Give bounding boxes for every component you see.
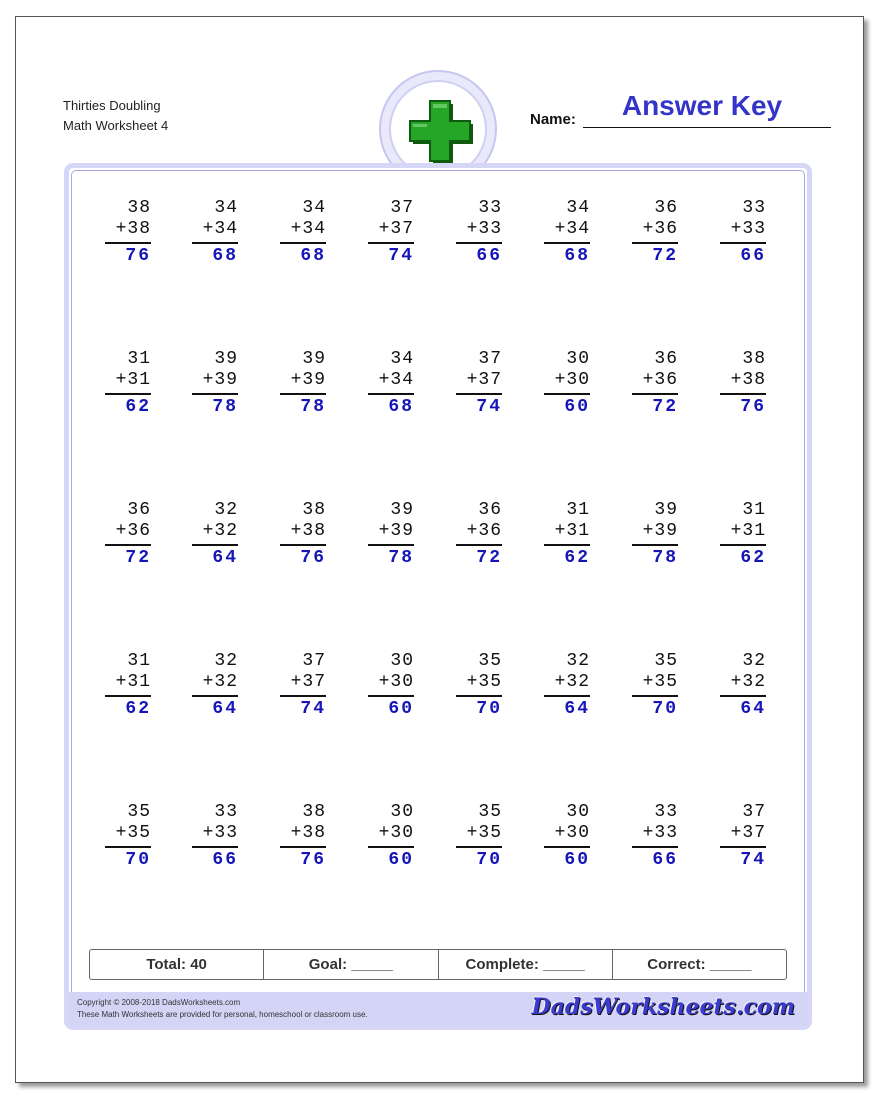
problem-addend: +37	[466, 370, 502, 390]
copyright-text: Copyright © 2008-2018 DadsWorksheets.com	[77, 998, 241, 1007]
problem-top-number: 30	[566, 802, 590, 822]
problem	[720, 651, 766, 720]
problem-rule	[456, 695, 502, 697]
problem-addend: +36	[466, 521, 502, 541]
problem-addend: +31	[115, 370, 151, 390]
problem-top-number: 31	[127, 349, 151, 369]
problem-rule	[544, 242, 590, 244]
problem-top-number: 38	[127, 198, 151, 218]
problem	[105, 349, 151, 418]
problem-addend: +34	[202, 219, 238, 239]
problem-top-number: 35	[478, 802, 502, 822]
problem	[368, 500, 414, 569]
problem-answer: 72	[652, 246, 678, 266]
problem-top-number: 37	[390, 198, 414, 218]
problem-rule	[720, 695, 766, 697]
problem	[632, 651, 678, 720]
problem-answer: 70	[476, 699, 502, 719]
problem-top-number: 36	[654, 349, 678, 369]
problem	[544, 802, 590, 871]
problem-rule	[632, 846, 678, 848]
problem-rule	[280, 242, 326, 244]
problem	[368, 802, 414, 871]
problem-addend: +31	[554, 521, 590, 541]
problem	[280, 651, 326, 720]
problem-rule	[544, 846, 590, 848]
problem	[720, 802, 766, 871]
problem	[105, 651, 151, 720]
copyright-block	[77, 997, 368, 1021]
problem-answer: 62	[564, 548, 590, 568]
problem-top-number: 31	[742, 500, 766, 520]
problem-top-number: 34	[302, 198, 326, 218]
name-label: Name:	[530, 111, 576, 128]
problem-top-number: 38	[302, 802, 326, 822]
problem-rule	[456, 544, 502, 546]
problem-rule	[456, 242, 502, 244]
problem-top-number: 32	[742, 651, 766, 671]
problem	[544, 349, 590, 418]
problem-rule	[456, 393, 502, 395]
problem	[192, 802, 238, 871]
problem	[456, 802, 502, 871]
problem	[544, 500, 590, 569]
problem	[368, 198, 414, 267]
problem-answer: 64	[212, 699, 238, 719]
problem-rule	[280, 846, 326, 848]
problem-answer: 78	[212, 397, 238, 417]
problem-rule	[544, 544, 590, 546]
problem-addend: +34	[290, 219, 326, 239]
problem	[456, 651, 502, 720]
problem-rule	[632, 242, 678, 244]
problem-answer: 60	[388, 699, 414, 719]
problem-rule	[632, 695, 678, 697]
problem-top-number: 34	[390, 349, 414, 369]
problem-answer: 72	[125, 548, 151, 568]
problem-rule	[632, 544, 678, 546]
problem-rule	[105, 544, 151, 546]
problem-top-number: 34	[566, 198, 590, 218]
problem-addend: +38	[730, 370, 766, 390]
problem-top-number: 39	[214, 349, 238, 369]
problem-addend: +39	[202, 370, 238, 390]
usage-notice: These Math Worksheets are provided for personal, homeschool or classroom use.	[77, 1010, 368, 1019]
problem-answer: 64	[740, 699, 766, 719]
problem-answer: 72	[652, 397, 678, 417]
problem	[544, 198, 590, 267]
problem-rule	[280, 393, 326, 395]
title-line-2: Math Worksheet 4	[63, 118, 169, 133]
problem-addend: +30	[378, 672, 414, 692]
problem-answer: 68	[388, 397, 414, 417]
problem-rule	[368, 544, 414, 546]
problem-top-number: 37	[742, 802, 766, 822]
problem-answer: 62	[125, 699, 151, 719]
problem-top-number: 30	[566, 349, 590, 369]
problem-answer: 74	[740, 850, 766, 870]
problem	[280, 198, 326, 267]
problem-addend: +35	[115, 823, 151, 843]
problem-answer: 76	[125, 246, 151, 266]
problem-addend: +39	[378, 521, 414, 541]
problem-top-number: 33	[742, 198, 766, 218]
problem-top-number: 39	[302, 349, 326, 369]
problem-addend: +38	[115, 219, 151, 239]
problem	[456, 500, 502, 569]
problem-answer: 68	[300, 246, 326, 266]
problem-rule	[632, 393, 678, 395]
problem-answer: 76	[300, 850, 326, 870]
problem-answer: 74	[388, 246, 414, 266]
problem-answer: 66	[476, 246, 502, 266]
problem-answer: 74	[476, 397, 502, 417]
problem-addend: +33	[202, 823, 238, 843]
problem-top-number: 35	[654, 651, 678, 671]
problem	[720, 349, 766, 418]
problem-addend: +35	[642, 672, 678, 692]
problem	[632, 198, 678, 267]
problem-addend: +34	[378, 370, 414, 390]
problem-answer: 70	[476, 850, 502, 870]
problem-top-number: 36	[654, 198, 678, 218]
problem-addend: +36	[642, 219, 678, 239]
problem-addend: +36	[115, 521, 151, 541]
problem-answer: 64	[564, 699, 590, 719]
problem-answer: 78	[300, 397, 326, 417]
problem-rule	[456, 846, 502, 848]
problem-addend: +37	[290, 672, 326, 692]
problem-answer: 66	[212, 850, 238, 870]
footer-band	[69, 992, 807, 1025]
problem	[544, 651, 590, 720]
score-total: Total: 40	[90, 950, 264, 979]
problem-rule	[544, 695, 590, 697]
plus-icon	[407, 98, 473, 164]
problem-addend: +32	[730, 672, 766, 692]
problem-rule	[192, 695, 238, 697]
problem-rule	[192, 846, 238, 848]
problem-addend: +31	[115, 672, 151, 692]
problem-top-number: 36	[127, 500, 151, 520]
problem	[632, 349, 678, 418]
problem-answer: 62	[125, 397, 151, 417]
problem	[368, 651, 414, 720]
problem-top-number: 31	[566, 500, 590, 520]
problem-answer: 66	[740, 246, 766, 266]
problem-answer: 64	[212, 548, 238, 568]
problem-top-number: 38	[302, 500, 326, 520]
problem-top-number: 32	[214, 651, 238, 671]
problem-addend: +38	[290, 521, 326, 541]
problem	[368, 349, 414, 418]
problem-addend: +30	[378, 823, 414, 843]
problem	[632, 500, 678, 569]
problem-top-number: 39	[654, 500, 678, 520]
problem-addend: +39	[290, 370, 326, 390]
problem	[720, 198, 766, 267]
site-logo: DadsWorksheets.com	[531, 994, 795, 1020]
problem-addend: +30	[554, 370, 590, 390]
problem-answer: 70	[652, 699, 678, 719]
problem-top-number: 35	[127, 802, 151, 822]
problem	[280, 802, 326, 871]
problem	[456, 198, 502, 267]
problem-top-number: 38	[742, 349, 766, 369]
problem-top-number: 36	[478, 500, 502, 520]
name-line	[583, 127, 831, 128]
problem-answer: 72	[476, 548, 502, 568]
problems-frame-inner	[71, 170, 805, 1023]
problem-rule	[280, 544, 326, 546]
problem-top-number: 33	[654, 802, 678, 822]
problem-top-number: 34	[214, 198, 238, 218]
worksheet-title	[63, 96, 168, 136]
problem	[280, 349, 326, 418]
problem-top-number: 35	[478, 651, 502, 671]
problem-answer: 76	[740, 397, 766, 417]
problem-addend: +37	[378, 219, 414, 239]
problem-addend: +37	[730, 823, 766, 843]
score-complete: Complete: _____	[439, 950, 613, 979]
problem-rule	[544, 393, 590, 395]
problem-rule	[720, 846, 766, 848]
score-goal: Goal: _____	[264, 950, 438, 979]
title-line-1: Thirties Doubling	[63, 98, 161, 113]
problem-rule	[368, 242, 414, 244]
problem-top-number: 37	[478, 349, 502, 369]
problem	[105, 802, 151, 871]
problem-rule	[105, 393, 151, 395]
score-bar	[89, 949, 787, 980]
problem-addend: +36	[642, 370, 678, 390]
problem	[720, 500, 766, 569]
problem	[280, 500, 326, 569]
problem-addend: +33	[466, 219, 502, 239]
problem-top-number: 39	[390, 500, 414, 520]
problem-rule	[105, 846, 151, 848]
problem-answer: 78	[388, 548, 414, 568]
problem-top-number: 30	[390, 651, 414, 671]
problem	[192, 349, 238, 418]
problem-top-number: 33	[214, 802, 238, 822]
problem-rule	[105, 695, 151, 697]
problem-addend: +34	[554, 219, 590, 239]
problem-rule	[720, 393, 766, 395]
problem-answer: 70	[125, 850, 151, 870]
problem-addend: +33	[642, 823, 678, 843]
problem-top-number: 32	[214, 500, 238, 520]
problem-addend: +35	[466, 672, 502, 692]
problem-rule	[720, 544, 766, 546]
problem-addend: +31	[730, 521, 766, 541]
problem	[192, 500, 238, 569]
problem-answer: 62	[740, 548, 766, 568]
problem-addend: +39	[642, 521, 678, 541]
problem-top-number: 33	[478, 198, 502, 218]
problem-top-number: 31	[127, 651, 151, 671]
problem-addend: +32	[202, 672, 238, 692]
problem-rule	[368, 846, 414, 848]
problem	[192, 198, 238, 267]
problem-answer: 60	[388, 850, 414, 870]
problem-rule	[720, 242, 766, 244]
answer-key-heading: Answer Key	[621, 90, 783, 121]
problem-answer: 68	[212, 246, 238, 266]
problem-answer: 66	[652, 850, 678, 870]
problem-rule	[368, 695, 414, 697]
problem	[632, 802, 678, 871]
problem-answer: 76	[300, 548, 326, 568]
problem-rule	[280, 695, 326, 697]
score-correct: Correct: _____	[647, 956, 752, 973]
problem-addend: +35	[466, 823, 502, 843]
problem-answer: 60	[564, 850, 590, 870]
problem-top-number: 30	[390, 802, 414, 822]
problem-answer: 68	[564, 246, 590, 266]
problem	[105, 198, 151, 267]
problem-addend: +32	[202, 521, 238, 541]
problem-answer: 78	[652, 548, 678, 568]
problems-frame	[64, 163, 812, 1030]
problem-rule	[192, 242, 238, 244]
problem-top-number: 32	[566, 651, 590, 671]
problem-addend: +32	[554, 672, 590, 692]
problem-addend: +38	[290, 823, 326, 843]
problem-addend: +33	[730, 219, 766, 239]
problem-rule	[192, 544, 238, 546]
problem-answer: 60	[564, 397, 590, 417]
problem-addend: +30	[554, 823, 590, 843]
problem-rule	[368, 393, 414, 395]
problem	[105, 500, 151, 569]
problem	[192, 651, 238, 720]
problem	[456, 349, 502, 418]
problem-top-number: 37	[302, 651, 326, 671]
problem-rule	[105, 242, 151, 244]
problem-answer: 74	[300, 699, 326, 719]
problem-rule	[192, 393, 238, 395]
